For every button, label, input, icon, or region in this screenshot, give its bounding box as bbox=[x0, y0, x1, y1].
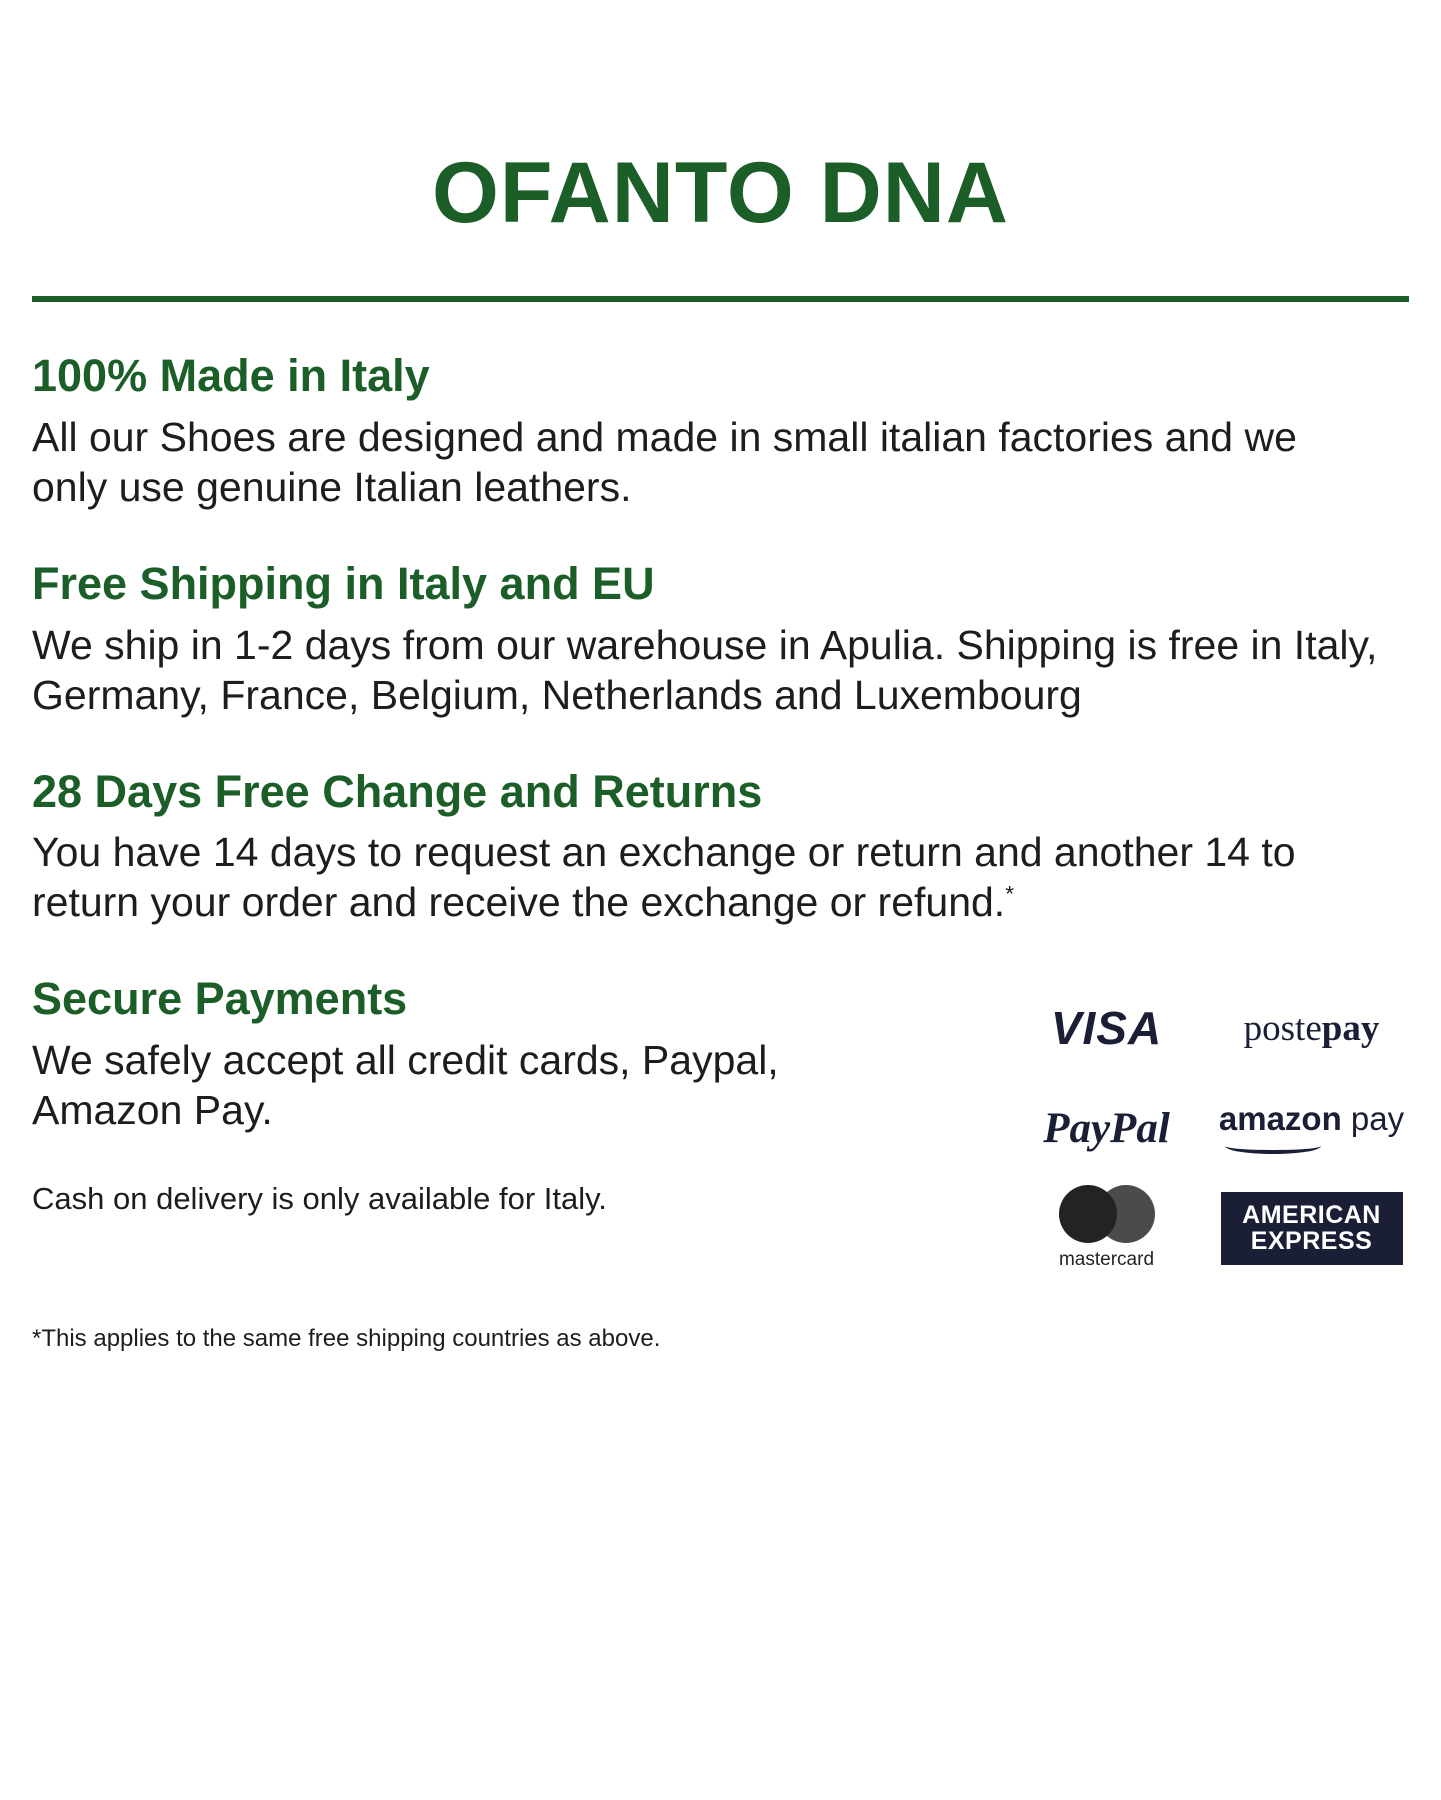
mastercard-circles-icon bbox=[1059, 1185, 1155, 1243]
visa-logo-label: VISA bbox=[1050, 1002, 1163, 1055]
cash-on-delivery-note: Cash on delivery is only available for Italy. bbox=[32, 1181, 607, 1217]
section-heading-secure-payments: Secure Payments bbox=[32, 973, 408, 1025]
paypal-logo-label: PayPal bbox=[1043, 1104, 1170, 1152]
visa-logo bbox=[1009, 995, 1204, 1061]
amazon-pay-word: amazon bbox=[1218, 1100, 1342, 1138]
returns-text: You have 14 days to request an exchange or return and another 14 to return your order and receive the exchange or refund. bbox=[32, 829, 1296, 926]
returns-asterisk: * bbox=[1005, 881, 1014, 907]
amex-line-2: EXPRESS bbox=[1250, 1227, 1373, 1256]
secure-payments-block bbox=[32, 973, 1409, 1271]
section-made-in-italy bbox=[32, 350, 1409, 512]
amazon-smile-icon bbox=[1225, 1138, 1321, 1154]
american-express-logo-label bbox=[1221, 1192, 1403, 1265]
title-divider bbox=[32, 296, 1409, 302]
section-free-shipping bbox=[32, 558, 1409, 720]
secure-payments-text bbox=[32, 973, 892, 1248]
amazon-pay-logo-label bbox=[1219, 1102, 1404, 1154]
section-heading-made-in-italy: 100% Made in Italy bbox=[32, 350, 430, 401]
section-returns bbox=[32, 766, 1409, 928]
amazon-pay-pay-word: pay bbox=[1341, 1100, 1405, 1138]
page-title: OFANTO DNA bbox=[432, 145, 1009, 241]
footnote: *This applies to the same free shipping countries as above. bbox=[32, 1325, 661, 1353]
postepay-logo-label bbox=[1244, 1007, 1380, 1050]
section-heading-returns: 28 Days Free Change and Returns bbox=[32, 765, 763, 817]
amex-line-1: AMERICAN bbox=[1242, 1201, 1381, 1230]
section-body-made-in-italy: All our Shoes are designed and made in small italian factories and we only use genuine Italian leathers. bbox=[32, 413, 1297, 510]
mastercard-logo-label: mastercard bbox=[1058, 1249, 1155, 1271]
postepay-logo bbox=[1214, 995, 1409, 1061]
amazon-pay-logo bbox=[1214, 1095, 1409, 1161]
postepay-logo-light: poste bbox=[1243, 1007, 1322, 1049]
section-body-free-shipping: We ship in 1-2 days from our warehouse in Apulia. Shipping is free in Italy, Germany, France, Belgium, Netherlands and Luxembourg bbox=[32, 621, 1378, 718]
section-body-secure-payments: We safely accept all credit cards, Paypal, Amazon Pay. bbox=[32, 1037, 779, 1134]
american-express-logo bbox=[1214, 1195, 1409, 1261]
section-secure-payments bbox=[32, 973, 1409, 1271]
payment-logos bbox=[1009, 995, 1409, 1271]
postepay-logo-bold: pay bbox=[1321, 1007, 1380, 1049]
section-body-returns bbox=[32, 827, 1382, 927]
section-heading-free-shipping: Free Shipping in Italy and EU bbox=[32, 557, 655, 609]
paypal-logo bbox=[1009, 1095, 1204, 1161]
mastercard-logo bbox=[1009, 1195, 1204, 1271]
